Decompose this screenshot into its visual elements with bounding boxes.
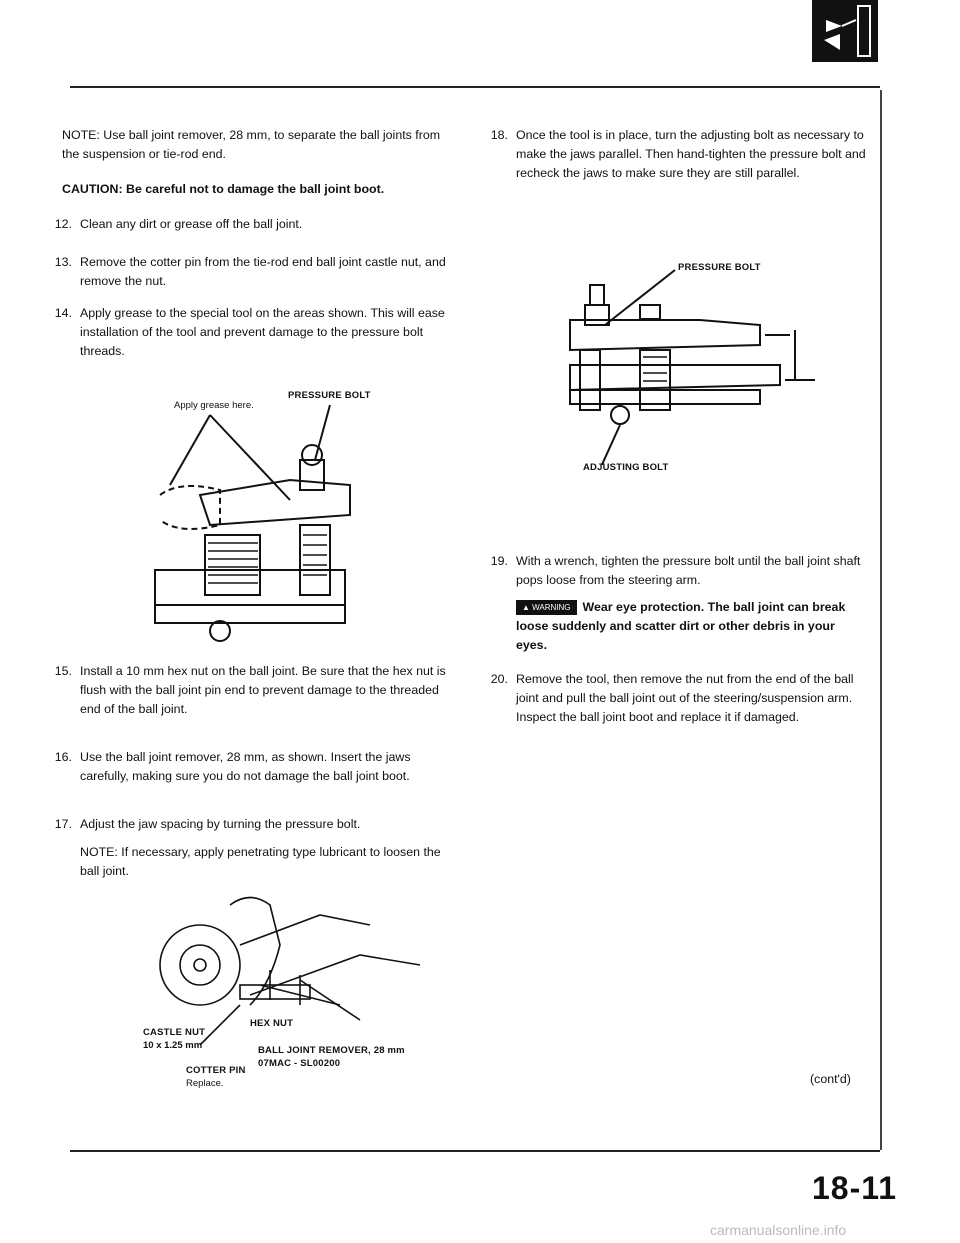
ball-joint-remover-grease-figure — [140, 405, 380, 655]
step-number: 17. — [54, 817, 72, 831]
hex-nut-label: HEX NUT — [250, 1018, 294, 1029]
parallel-jaws-figure — [560, 265, 830, 465]
warning-badge — [516, 600, 577, 615]
step-number: 14. — [54, 306, 72, 320]
step-text: Use the ball joint remover, 28 mm, as shown. Insert the jaws carefully, making sure you do not damage the ball joint boot. — [80, 750, 411, 783]
top-rule — [70, 86, 880, 88]
step-number: 19. — [490, 554, 508, 568]
note-lubricant: NOTE: If necessary, apply penetrating type lubricant to loosen the ball joint. — [80, 845, 441, 878]
suspension-icon — [812, 0, 878, 62]
warning-text: Wear eye protection. The ball joint can break loose suddenly and scatter dirt or other debris in your eyes. — [516, 600, 846, 652]
step-text: Once the tool is in place, turn the adjusting bolt as necessary to make the jaws parallel. Then hand-tighten the pressure bolt and recheck the jaws to make sure they are still parallel. — [516, 128, 866, 180]
caution-boot: CAUTION: Be careful not to damage the ball joint boot. — [62, 182, 385, 196]
page-number: 18-11 — [812, 1170, 898, 1206]
note-ball-joint-remover: NOTE: Use ball joint remover, 28 mm, to separate the ball joints from the suspension or tie-rod end. — [62, 128, 441, 161]
warning-triangle-icon: ▲ — [522, 603, 530, 612]
step-number: 18. — [490, 128, 508, 142]
step-number: 15. — [54, 664, 72, 678]
warning-block — [516, 598, 866, 655]
ball-joint-remover-installed-figure — [140, 885, 450, 1050]
continued-label: (cont'd) — [810, 1072, 851, 1086]
step-number: 20. — [490, 672, 508, 686]
cotter-pin-replace: Replace. — [186, 1078, 224, 1089]
castle-nut-size: 10 x 1.25 mm — [143, 1040, 203, 1051]
step-text: Apply grease to the special tool on the areas shown. This will ease installation of the tool and prevent damage to the pressure bolt threads. — [80, 306, 445, 358]
castle-nut-label: CASTLE NUT — [143, 1027, 206, 1038]
step-number: 16. — [54, 750, 72, 764]
cotter-pin-label: COTTER PIN — [186, 1065, 246, 1076]
fig3-pressure-bolt-label: PRESSURE BOLT — [678, 262, 761, 273]
remover-tool-label: BALL JOINT REMOVER, 28 mm — [258, 1045, 405, 1056]
step-text: Clean any dirt or grease off the ball joint. — [80, 217, 303, 231]
bottom-rule — [70, 1150, 880, 1152]
step-text: Remove the cotter pin from the tie-rod end ball joint castle nut, and remove the nut. — [80, 255, 446, 288]
section-tab-icon — [812, 0, 878, 62]
fig3-adjusting-bolt-label: ADJUSTING BOLT — [583, 462, 669, 473]
step-text: Install a 10 mm hex nut on the ball joint. Be sure that the hex nut is flush with the ball joint pin end to prevent damage to the threaded end of the ball joint. — [80, 664, 446, 716]
fig1-grease-label: Apply grease here. — [174, 400, 254, 411]
right-margin-line — [880, 90, 882, 1150]
step-number: 12. — [54, 217, 72, 231]
remover-part-number: 07MAC - SL00200 — [258, 1058, 341, 1069]
warning-badge-text: WARNING — [532, 603, 571, 612]
step-number: 13. — [54, 255, 72, 269]
fig1-bolt-label: PRESSURE BOLT — [288, 390, 371, 401]
step-text: With a wrench, tighten the pressure bolt until the ball joint shaft pops loose from the steering arm. — [516, 554, 861, 587]
watermark: carmanualsonline.info — [710, 1222, 847, 1238]
step-text: Adjust the jaw spacing by turning the pressure bolt. — [80, 817, 361, 831]
step-text: Remove the tool, then remove the nut from the end of the ball joint and pull the ball joint out of the steering/suspension arm. Inspect the ball joint boot and replace it if damaged. — [516, 672, 854, 724]
